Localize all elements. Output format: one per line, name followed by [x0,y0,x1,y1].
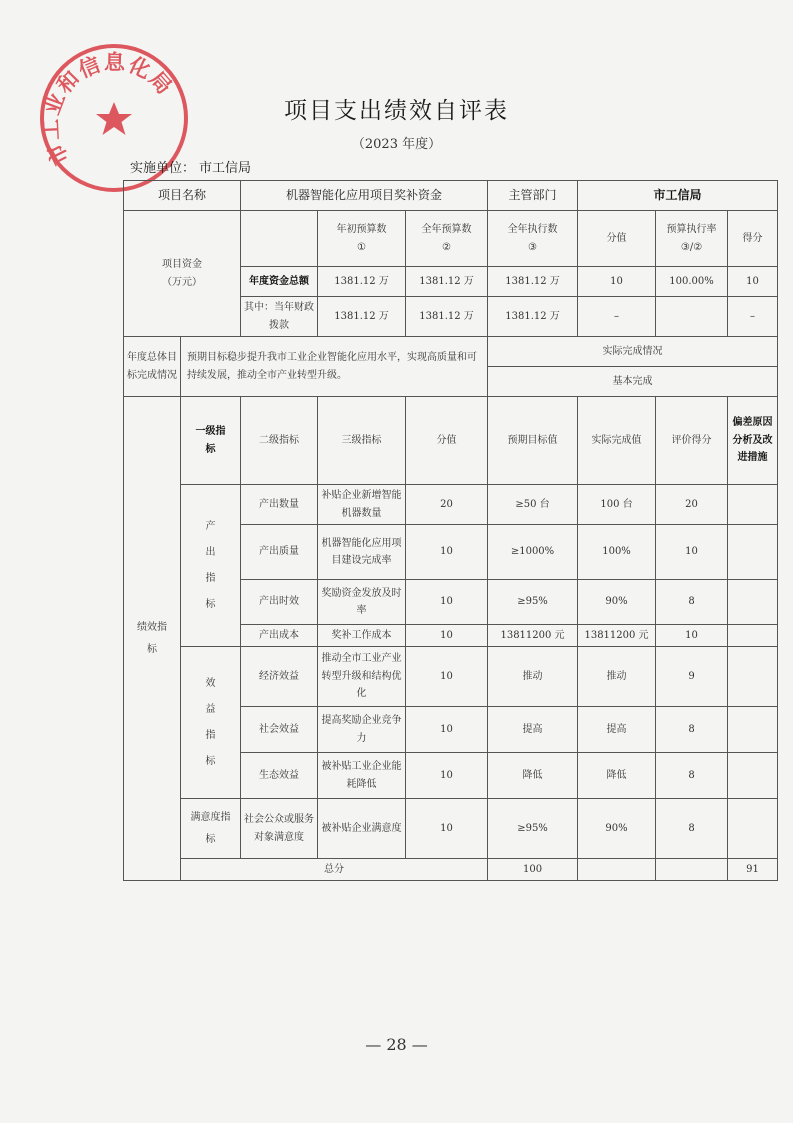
fiscal-score: – [728,297,778,337]
row-actual: 提高 [578,707,656,753]
goal-label: 年度总体目标完成情况 [124,337,181,397]
unit-value: 市工信局 [199,161,252,176]
hdr-reason: 偏差原因分析及改进措施 [728,397,778,485]
group-satisfaction-label: 满意度指标 [181,799,241,859]
fiscal-label: 其中：当年财政拨款 [241,297,318,337]
dept-value: 市工信局 [578,181,778,211]
row-level3: 被补贴工业企业能耗降低 [318,753,406,799]
row-reason [728,580,778,625]
row-score-value: 20 [406,485,488,525]
row-level3: 被补贴企业满意度 [318,799,406,859]
total-initial: 1381.12 万 [318,267,406,297]
row-score-value: 10 [406,707,488,753]
unit-label: 实施单位： [130,161,196,176]
row-score: 20 [656,485,728,525]
page-number: — 28 — [365,1035,428,1054]
group-benefit-label: 效益指标 [181,647,241,799]
row-score-value: 10 [406,647,488,707]
total-actual-blank [656,859,728,881]
row-actual: 13811200 元 [578,625,656,647]
hdr-score: 评价得分 [656,397,728,485]
actual-label: 实际完成情况 [488,337,778,367]
row-score: 10 [656,525,728,580]
row-target: ≥95% [488,580,578,625]
row-target: 提高 [488,707,578,753]
row-reason [728,707,778,753]
row-actual: 100 台 [578,485,656,525]
goal-text: 预期目标稳步提升我市工业企业智能化应用水平，实现高质量和可持续发展，推动全市产业转型升级。 [181,337,488,397]
fiscal-initial: 1381.12 万 [318,297,406,337]
row-level3: 奖励资金发放及时率 [318,580,406,625]
row-actual: 100% [578,525,656,580]
perf-section-label: 绩效指标 [124,397,181,881]
row-score-value: 10 [406,525,488,580]
row-level2: 产出数量 [241,485,318,525]
row-level3: 提高奖励企业竞争力 [318,707,406,753]
evaluation-table [123,180,778,881]
col-full-budget: 全年预算数 ② [406,211,488,267]
row-reason [728,625,778,647]
document-title: 项目支出绩效自评表 [284,98,509,124]
total-target-blank [578,859,656,881]
col-exec-rate: 预算执行率 ③/② [656,211,728,267]
row-level2: 产出成本 [241,625,318,647]
total-funds-label: 年度资金总额 [241,267,318,297]
fiscal-full: 1381.12 万 [406,297,488,337]
row-target: 13811200 元 [488,625,578,647]
row-reason [728,525,778,580]
row-reason [728,485,778,525]
row-score: 8 [656,753,728,799]
row-level2: 社会效益 [241,707,318,753]
row-level2: 产出时效 [241,580,318,625]
hdr-score-value: 分值 [406,397,488,485]
row-score-value: 10 [406,753,488,799]
row-level3: 机器智能化应用项目建设完成率 [318,525,406,580]
row-level2: 社会公众或服务对象满意度 [241,799,318,859]
seal-text: 市工业和信息化局 [38,50,178,170]
row-target: 推动 [488,647,578,707]
row-reason [728,647,778,707]
row-reason [728,799,778,859]
funds-blank [241,211,318,267]
actual-value: 基本完成 [488,367,778,397]
group-output-label: 产出指标 [181,485,241,647]
row-level3: 奖补工作成本 [318,625,406,647]
total-full: 1381.12 万 [406,267,488,297]
row-score: 8 [656,799,728,859]
row-level3: 补贴企业新增智能机器数量 [318,485,406,525]
row-actual: 降低 [578,753,656,799]
total-score: 10 [728,267,778,297]
total-exec: 1381.12 万 [488,267,578,297]
fiscal-exec: 1381.12 万 [488,297,578,337]
hdr-level3: 三级指标 [318,397,406,485]
total-score-value: 10 [578,267,656,297]
col-score: 得分 [728,211,778,267]
row-reason [728,753,778,799]
row-score-value: 10 [406,799,488,859]
row-actual: 90% [578,580,656,625]
row-target: ≥95% [488,799,578,859]
row-score: 8 [656,707,728,753]
document-year: （2023 年度） [351,137,442,152]
row-score-value: 10 [406,625,488,647]
hdr-level1: 一级指标 [181,397,241,485]
row-actual: 90% [578,799,656,859]
row-level3: 推动全市工业产业转型升级和结构优化 [318,647,406,707]
row-target: 降低 [488,753,578,799]
project-name-label: 项目名称 [124,181,241,211]
row-level2: 生态效益 [241,753,318,799]
hdr-level2: 二级指标 [241,397,318,485]
row-target: ≥50 台 [488,485,578,525]
row-score: 9 [656,647,728,707]
row-score-value: 10 [406,580,488,625]
row-actual: 推动 [578,647,656,707]
col-initial-budget: 年初预算数 ① [318,211,406,267]
row-target: ≥1000% [488,525,578,580]
total-label: 总分 [181,859,488,881]
fiscal-rate [656,297,728,337]
total-final-score: 91 [728,859,778,881]
funds-label: 项目资金 （万元） [124,211,241,337]
implementing-unit [130,157,251,176]
hdr-target: 预期目标值 [488,397,578,485]
row-level2: 经济效益 [241,647,318,707]
col-full-exec: 全年执行数 ③ [488,211,578,267]
col-score-value: 分值 [578,211,656,267]
total-score-value-sum: 100 [488,859,578,881]
row-score: 10 [656,625,728,647]
row-level2: 产出质量 [241,525,318,580]
total-rate: 100.00% [656,267,728,297]
dept-label: 主管部门 [488,181,578,211]
hdr-actual: 实际完成值 [578,397,656,485]
project-name: 机器智能化应用项目奖补资金 [241,181,488,211]
row-score: 8 [656,580,728,625]
fiscal-score-value: – [578,297,656,337]
